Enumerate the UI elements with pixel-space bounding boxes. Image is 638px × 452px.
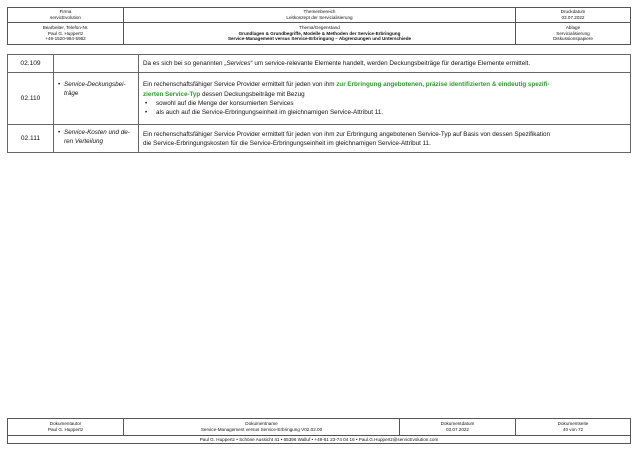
document-header bbox=[7, 7, 631, 45]
bullet-list bbox=[143, 99, 626, 117]
list-item: • als auch auf die Service-Erbringungseinheit im gleichnamigen Service-Attribut 11. bbox=[143, 108, 626, 117]
row-text-emphasis: Services bbox=[226, 60, 251, 67]
dokumentseite-label: Dokumentseite bbox=[557, 421, 589, 427]
row-text-line-2: die Service-Erbringungskosten für die Service-Erbringungseinheit im gleichnamigen Service-Attribut 11. bbox=[143, 139, 431, 147]
row-text-paragraph bbox=[143, 80, 626, 98]
bearbeiter-cell bbox=[8, 23, 124, 45]
dokumentautor-cell bbox=[8, 419, 124, 436]
dokumentseite-cell bbox=[516, 419, 631, 436]
dokumentdatum-cell bbox=[400, 419, 516, 436]
dokumentseite-value: 40 von 72 bbox=[562, 427, 584, 432]
row-id: 02.111 bbox=[8, 125, 54, 153]
row-term bbox=[54, 55, 139, 73]
row-term bbox=[54, 125, 139, 153]
row-text-pre: Da es sich bei so genannten „ bbox=[143, 60, 227, 67]
term-line-1: Service-Deckungsbei- bbox=[64, 81, 126, 89]
row-text-a: Ein rechenschaftsfähiger Service Provider ermittelt für jeden von ihm bbox=[143, 81, 337, 89]
thema-cell bbox=[124, 23, 516, 45]
row-text-b: dessen Deckungsbeiträge mit Bezug bbox=[200, 90, 305, 98]
term-line-2: ren Verteilung bbox=[64, 138, 103, 146]
term-line-1: Service-Kosten und de- bbox=[64, 129, 130, 137]
row-id: 02.109 bbox=[8, 55, 54, 73]
dokumentname-label: Dokumentname bbox=[245, 421, 278, 427]
thema-line-1: Grundlagen & Grundbegriffe, Modelle & Methoden der Service-Erbringung bbox=[238, 30, 401, 36]
druckdatum-cell bbox=[516, 8, 631, 23]
firma-value: servicEvolution bbox=[50, 15, 81, 20]
bearbeiter-label: Bearbeiter, Telefon-Nr. bbox=[42, 24, 89, 30]
druckdatum-value: 03.07.2022 bbox=[561, 15, 585, 20]
dokumentname-value: Service-Management versus Service-Erbringung V02.02.00 bbox=[200, 427, 323, 432]
row-text-line-1: Ein rechenschaftsfähiger Service Provider ermittelt für jeden von ihm zur Erbringung angebotenen Service-Typ auf Basis von dessen Spezifikation bbox=[143, 130, 551, 138]
row-term bbox=[54, 73, 139, 125]
bearbeiter-telefon: +49-1520-984-5962 bbox=[45, 36, 86, 42]
row-text bbox=[139, 73, 631, 125]
dokumentdatum-label: Dokumentdatum bbox=[440, 421, 475, 427]
list-item: • sowohl auf die Menge der konsumierten Services bbox=[143, 99, 626, 108]
highlight-text-1: zur Erbringung angebotenen, präzise identifizierten & eindeutig spezifi- bbox=[336, 81, 550, 89]
ablage-value-1: Servicialisierung bbox=[556, 30, 590, 36]
dokumentname-cell bbox=[124, 419, 400, 436]
table-row bbox=[8, 125, 631, 153]
row-id: 02.110 bbox=[8, 73, 54, 125]
table-row bbox=[8, 55, 631, 73]
row-text bbox=[139, 55, 631, 73]
footer-address: Paul G. Huppertz • Schöne Aussicht 41 • 65396 Walluf • +49-61 23-74 04 16 • Paul.G.Huppertz@servicEvolution.com bbox=[8, 436, 631, 444]
themenbereich-value: Leitkonzept der Servicialisierung bbox=[286, 15, 353, 20]
term-bullet bbox=[57, 128, 135, 146]
dokumentdatum-value: 03.07.2022 bbox=[446, 427, 469, 432]
ablage-value-2: Diskussionspapiere bbox=[553, 36, 593, 42]
themenbereich-label: Themenbereich bbox=[303, 9, 336, 15]
highlight-text-2: zierten Service-Typ bbox=[143, 90, 201, 98]
thema-line-2: Service-Management versus Service-Erbringung – Abgrenzungen und Unterschiede bbox=[227, 36, 412, 42]
row-text-post: “ um service-relevante Elemente handelt, werden Deckungsbeiträge für derartige Elemente ermittelt. bbox=[250, 60, 531, 67]
dokumentautor-label: Dokumentautor bbox=[49, 421, 82, 427]
term-line-2: träge bbox=[64, 90, 79, 98]
thema-label: Thema/Gegenstand bbox=[299, 24, 340, 30]
glossary-table bbox=[7, 54, 631, 153]
druckdatum-label: Druckdatum bbox=[560, 9, 586, 15]
bearbeiter-name: Paul G. Huppertz bbox=[47, 30, 84, 36]
dokumentautor-value: Paul G. Huppertz bbox=[47, 427, 84, 432]
themenbereich-cell bbox=[124, 8, 516, 23]
row-text bbox=[139, 125, 631, 153]
ablage-cell bbox=[516, 23, 631, 45]
term-bullet bbox=[57, 80, 135, 98]
firma-label: Firma bbox=[59, 9, 72, 15]
ablage-label: Ablage bbox=[565, 24, 581, 30]
document-footer bbox=[7, 418, 631, 444]
table-row bbox=[8, 73, 631, 125]
firma-cell bbox=[8, 8, 124, 23]
